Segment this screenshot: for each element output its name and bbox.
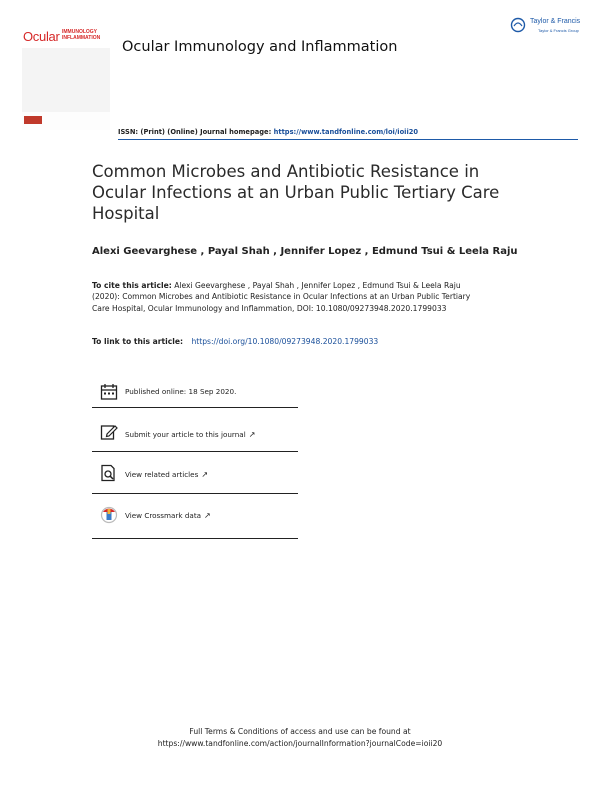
external-link-icon: ↗ <box>204 511 211 520</box>
footer-terms-link[interactable]: https://www.tandfonline.com/action/journalInformation?journalCode=ioii20 <box>157 739 443 748</box>
edit-icon <box>100 423 118 441</box>
submit-article-row[interactable] <box>92 418 298 452</box>
article-link-block <box>92 337 378 346</box>
publisher-logo <box>510 17 588 37</box>
publisher-tagline: Taylor & Francis Group <box>538 28 579 33</box>
related-articles-row[interactable] <box>92 458 298 494</box>
journal-cover <box>22 20 110 130</box>
calendar-icon <box>100 383 118 401</box>
footer-terms: Full Terms & Conditions of access and use can be found at <box>189 727 411 736</box>
external-link-icon: ↗ <box>248 430 256 439</box>
submit-article-link[interactable]: Submit your article to this journal ↗ <box>125 430 256 439</box>
article-link-label: To link to this article: <box>92 337 184 346</box>
crossmark-icon <box>100 506 118 524</box>
published-row <box>92 378 298 408</box>
document-search-icon <box>100 464 118 482</box>
published-date: Published online: 18 Sep 2020. <box>125 387 237 396</box>
article-doi-link[interactable]: https://doi.org/10.1080/09273948.2020.1799033 <box>191 337 379 346</box>
citation-block <box>92 280 472 314</box>
article-title: Common Microbes and Antibiotic Resistance in Ocular Infections at an Urban Public Tertiary Care Hospital <box>92 162 500 223</box>
cover-title: Ocular <box>23 29 60 44</box>
crossmark-row[interactable] <box>92 500 298 539</box>
journal-homepage-link[interactable]: https://www.tandfonline.com/loi/ioii20 <box>273 128 419 136</box>
header-divider <box>118 139 578 140</box>
crossmark-link[interactable]: View Crossmark data ↗ <box>125 511 211 520</box>
journal-title: Ocular Immunology and Inflammation <box>122 39 398 55</box>
citation-text: Alexi Geevarghese , Payal Shah , Jennifer Lopez , Edmund Tsui & Leela Raju (2020): Common Microbes and Antibiotic Resistance in Ocular Infections at an Urban Public Tertiary Care Hospital, Ocular Immunology and Inflammation, DOI: 10.1080/09273948.2020.1799033 <box>92 281 471 313</box>
footer <box>0 726 600 750</box>
issn-line <box>118 128 418 136</box>
issn-label: ISSN: (Print) (Online) Journal homepage: <box>118 128 272 136</box>
external-link-icon: ↗ <box>201 470 209 479</box>
publisher-name: Taylor & Francis <box>530 18 581 25</box>
publisher-logo-icon <box>510 17 526 33</box>
citation-label: To cite this article: <box>92 281 172 290</box>
related-articles-link[interactable]: View related articles ↗ <box>125 470 209 479</box>
author-list: Alexi Geevarghese , Payal Shah , Jennifer Lopez , Edmund Tsui & Leela Raju <box>92 246 518 257</box>
cover-subtitle: IMMUNOLOGY INFLAMMATION <box>62 29 101 41</box>
